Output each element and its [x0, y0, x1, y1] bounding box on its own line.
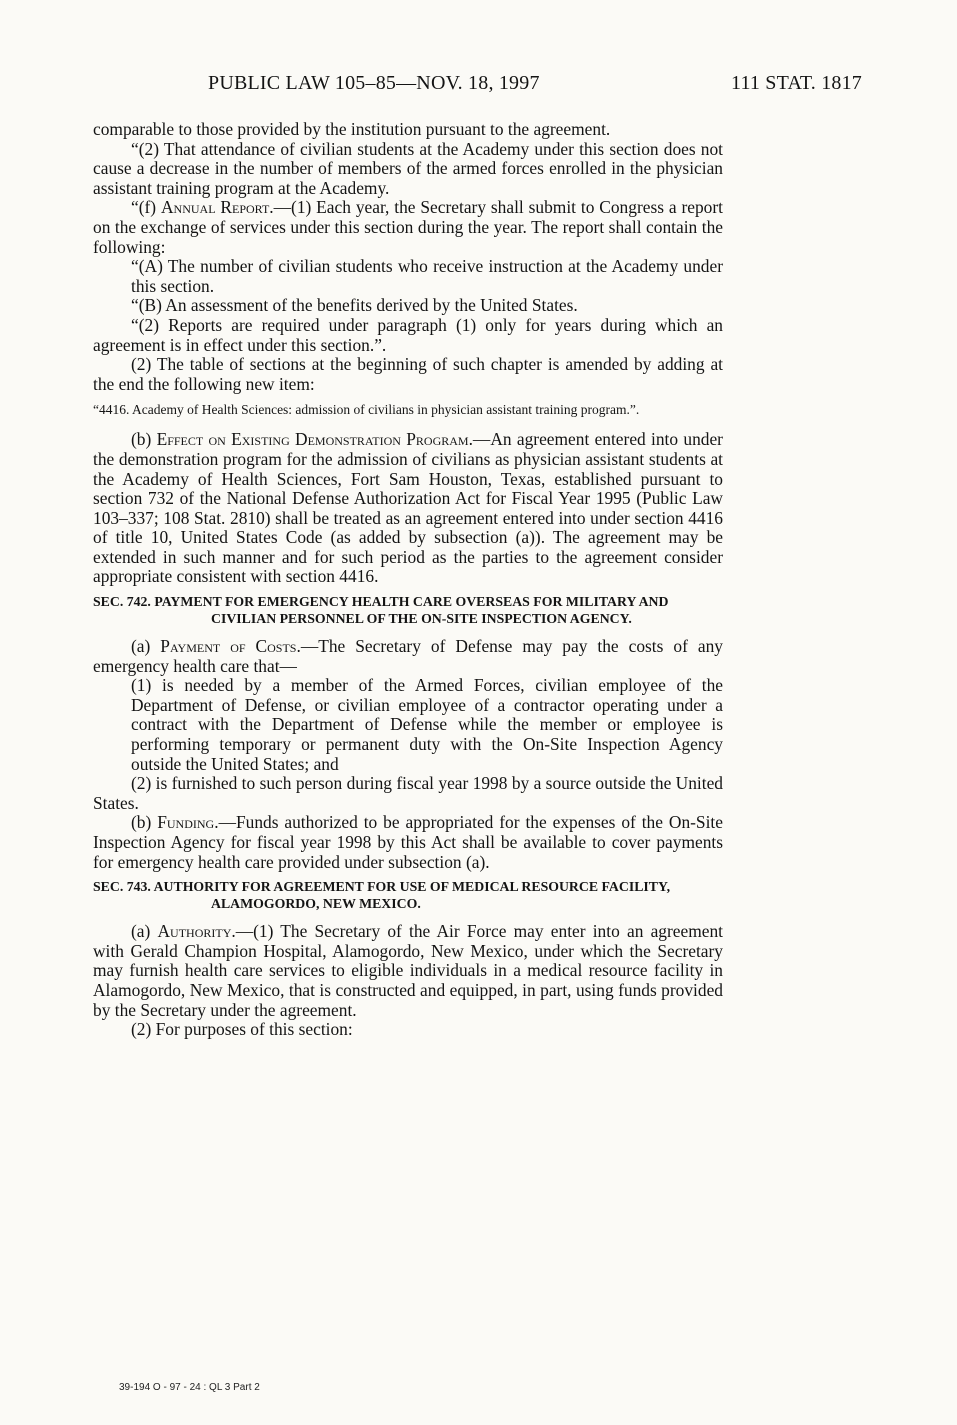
paragraph-attendance: “(2) That attendance of civilian students at the Academy under this section does not cause a decrease in the number of members of the armed forces enrolled in the physician assistant training program at the Academy.	[93, 138, 723, 198]
table-of-sections-item: “4416. Academy of Health Sciences: admission of civilians in physician assistant training program.”.	[93, 402, 640, 418]
paragraph-text: —The Secretary of Defense may pay the costs of any emergency health care that—	[93, 636, 723, 676]
subsection-heading: Annual Report.	[160, 197, 274, 218]
running-header	[208, 72, 862, 104]
paragraph-lead: “(f)	[131, 197, 161, 218]
paragraph-item-b	[93, 296, 723, 316]
section-heading-743: SEC. 743. AUTHORITY FOR AGREEMENT FOR USE OF MEDICAL RESOURCE FACILITY, ALAMOGORDO, NEW MEXICO.	[93, 879, 671, 912]
paragraph-purposes: (2) For purposes of this section:	[131, 1019, 353, 1040]
paragraph-item-a	[93, 257, 723, 296]
paragraph-continuation: comparable to those provided by the institution pursuant to the agreement.	[93, 119, 611, 139]
paragraph-text: —(1) The Secretary of the Air Force may enter into an agreement with Gerald Champion Hospital, Alamogordo, New Mexico, under which the Secretary may furnish health care services to eligible individuals in a medical resource facility in Alamogordo, New Mexico, that is constructed and equipped, in part, using funds provided by the Secretary under the agreement.	[93, 921, 723, 1020]
paragraph-item-1: (1) is needed by a member of the Armed Forces, civilian employee of the Department of Defense, or civilian employee of a contractor operating under a contract with the Department of Defense while the member or employee is performing temporary or permanent duty with the On-Site Inspection Agency outside the United States; and	[131, 675, 723, 774]
subsection-heading: Funding.	[157, 812, 219, 833]
paragraph-effect	[93, 430, 723, 587]
paragraph-lead: (a)	[131, 921, 158, 942]
header-public-law: PUBLIC LAW 105–85—NOV. 18, 1997	[208, 72, 540, 94]
paragraph-table-amend: (2) The table of sections at the beginning of such chapter is amended by adding at the end the following new item:	[93, 354, 723, 394]
paragraph-funding	[93, 813, 723, 872]
item-text: “(A) The number of civilian students who receive instruction at the Academy under this section.	[131, 256, 723, 296]
section-heading-742: SEC. 742. PAYMENT FOR EMERGENCY HEALTH CARE OVERSEAS FOR MILITARY AND CIVILIAN PERSONNEL OF THE ON-SITE INSPECTION AGENCY.	[93, 594, 669, 627]
print-job-footer: 39-194 O - 97 - 24 : QL 3 Part 2	[119, 1382, 260, 1393]
paragraph-authority	[93, 922, 723, 1020]
paragraph-lead: (b)	[131, 429, 157, 450]
paragraph-item-2: (2) is furnished to such person during fiscal year 1998 by a source outside the United States.	[93, 773, 723, 813]
paragraph-lead: (b)	[131, 812, 158, 833]
page-body	[93, 120, 723, 1040]
paragraph-payment	[93, 637, 723, 676]
paragraph-reports: “(2) Reports are required under paragraph (1) only for years during which an agreement is in effect under this section.”.	[93, 314, 723, 355]
subsection-heading: Payment of Costs.	[160, 636, 301, 657]
subsection-heading: Effect on Existing Demonstration Program.	[156, 429, 473, 450]
item-text: “(B) An assessment of the benefits derived by the United States.	[131, 295, 578, 316]
paragraph-text: —(1) Each year, the Secretary shall submit to Congress a report on the exchange of services under this section during the year. The report shall contain the following:	[93, 197, 723, 257]
subsection-heading: Authority.	[157, 921, 236, 942]
paragraph-text: —An agreement entered into under the demonstration program for the admission of civilians as physician assistant students at the Academy of Health Sciences, Fort Sam Houston, Texas, established pursuant to section 732 of the National Defense Authorization Act for Fiscal Year 1995 (Public Law 103–337; 108 Stat. 2810) shall be treated as an agreement entered into under section 4416 of title 10, United States Code (as added by subsection (a)). The agreement may be extended in such manner and for such period as the parties to the agreement consider appropriate consistent with section 4416.	[93, 429, 723, 587]
header-stat-page: 111 STAT. 1817	[730, 72, 862, 94]
paragraph-annual-report	[93, 198, 723, 257]
paragraph-text: —Funds authorized to be appropriated for the expenses of the On-Site Inspection Agency for fiscal year 1998 by this Act shall be available to cover payments for emergency health care provided under subsection (a).	[93, 812, 723, 872]
paragraph-lead: (a)	[131, 636, 161, 657]
